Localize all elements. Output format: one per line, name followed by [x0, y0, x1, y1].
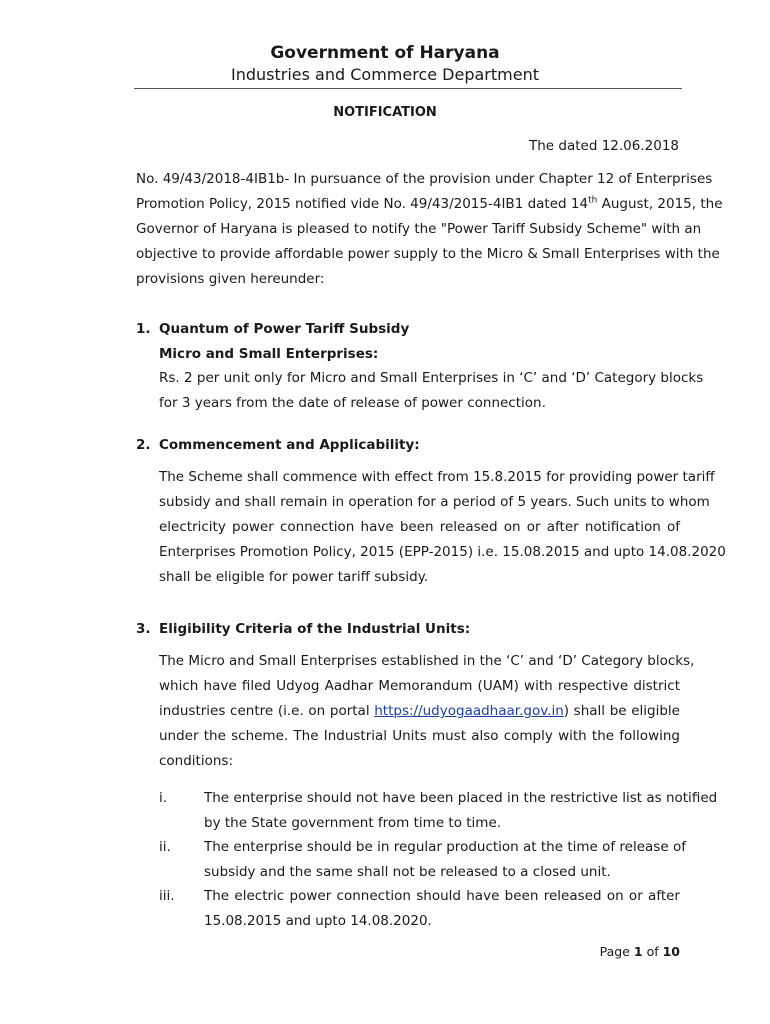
intro-line: objective to provide affordable power supply to the Micro & Small Enterprises with the	[136, 246, 720, 262]
intro-paragraph	[136, 167, 723, 292]
condition-line: The enterprise should not have been placed in the restrictive list as notified	[204, 790, 718, 806]
condition-line: by the State government from time to time.	[204, 815, 502, 831]
intro-line: Governor of Haryana is pleased to notify the "Power Tariff Subsidy Scheme" with an	[136, 221, 702, 237]
section-2-body	[159, 465, 726, 590]
section-2-number: 2.	[136, 437, 151, 453]
section-2-heading: Commencement and Applicability:	[159, 437, 420, 453]
body-line: for 3 years from the date of release of power connection.	[159, 395, 546, 411]
header-title: Government of Haryana	[270, 43, 500, 63]
body-line: Rs. 2 per unit only for Micro and Small Enterprises in ‘C’ and ‘D’ Category blocks	[159, 370, 704, 386]
ordinal-suffix: th	[588, 195, 598, 206]
section-3-number: 3.	[136, 621, 151, 637]
condition-line: subsidy and the same shall not be released to a closed unit.	[204, 864, 611, 880]
body-line: conditions:	[159, 753, 233, 769]
header-department: Industries and Commerce Department	[231, 65, 539, 84]
body-line: which have filed Udyog Aadhar Memorandum (UAM) with respective district	[159, 678, 680, 694]
section-1-number: 1.	[136, 321, 151, 337]
section-3-heading: Eligibility Criteria of the Industrial Units:	[159, 621, 471, 637]
body-line: Enterprises Promotion Policy, 2015 (EPP-2015) i.e. 15.08.2015 and upto 14.08.2020	[159, 544, 726, 560]
section-3-body	[159, 649, 695, 774]
condition-item	[204, 835, 686, 885]
intro-line: No. 49/43/2018-4IB1b- In pursuance of the provision under Chapter 12 of Enterprises	[136, 171, 713, 187]
condition-item	[204, 884, 680, 934]
notification-heading: NOTIFICATION	[333, 105, 437, 120]
condition-numeral: i.	[159, 790, 168, 806]
body-line: industries centre (i.e. on portal https://udyogaadhaar.gov.in) shall be eligible	[159, 703, 680, 719]
intro-line: provisions given hereunder:	[136, 271, 325, 287]
condition-line: 15.08.2015 and upto 14.08.2020.	[204, 913, 432, 929]
page-number: Page 1 of 10	[599, 944, 680, 959]
condition-line: The enterprise should be in regular production at the time of release of	[204, 839, 686, 855]
body-line: shall be eligible for power tariff subsidy.	[159, 569, 429, 585]
condition-numeral: ii.	[159, 839, 171, 855]
condition-numeral: iii.	[159, 888, 175, 904]
notification-date: The dated 12.06.2018	[529, 138, 679, 154]
condition-line: The electric power connection should have been released on or after	[204, 888, 680, 904]
body-line: The Scheme shall commence with effect from 15.8.2015 for providing power tariff	[159, 469, 715, 485]
section-1-subheading: Micro and Small Enterprises:	[159, 346, 379, 362]
section-1-heading: Quantum of Power Tariff Subsidy	[159, 321, 410, 337]
section-1-body	[159, 366, 704, 416]
body-line: subsidy and shall remain in operation for a period of 5 years. Such units to whom	[159, 494, 710, 510]
condition-item	[204, 786, 718, 836]
intro-line: Promotion Policy, 2015 notified vide No. 49/43/2015-4IB1 dated 14th August, 2015, the	[136, 195, 723, 212]
body-line: under the scheme. The Industrial Units must also comply with the following	[159, 728, 680, 744]
header-divider	[134, 88, 682, 89]
body-line: The Micro and Small Enterprises established in the ‘C’ and ‘D’ Category blocks,	[159, 653, 695, 669]
body-line: electricity power connection have been released on or after notification of	[159, 519, 680, 535]
udyog-aadhaar-portal-link[interactable]: https://udyogaadhaar.gov.in	[374, 703, 564, 719]
